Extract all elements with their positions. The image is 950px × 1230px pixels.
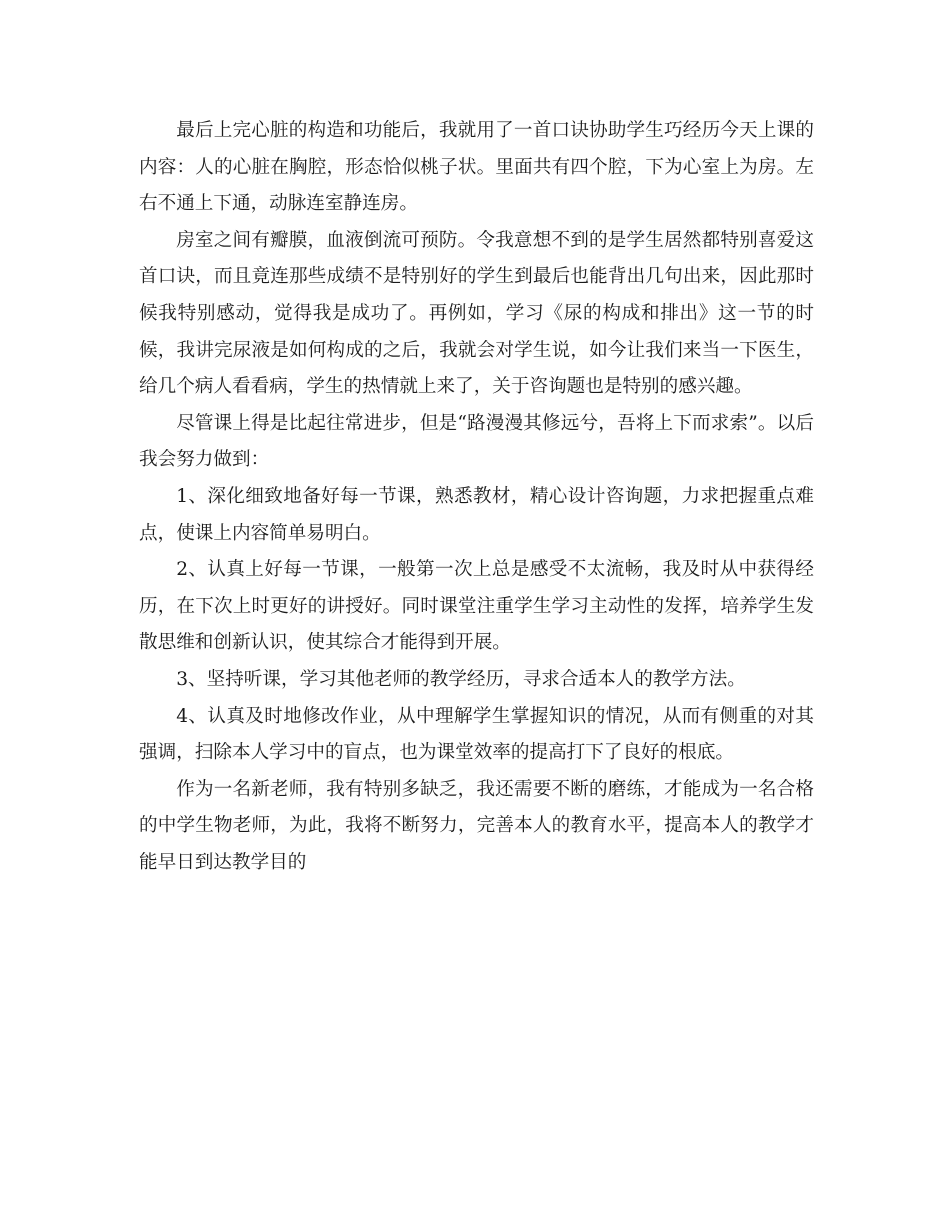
paragraph-conclusion: 作为一名新老师，我有特别多缺乏，我还需要不断的磨练，才能成为一名合格的中学生物老师，为此，我将不断努力，完善本人的教育水平，提高本人的教学才能早日到达教学目的 [139,778,814,873]
list-item-goal-3: 3、坚持听课，学习其他老师的教学经历，寻求合适本人的教学方法。 [176,668,746,690]
list-item-goal-4: 4、认真及时地修改作业，从中理解学生掌握知识的情况，从而有侧重的对其强调，扫除本人学习中的盲点，也为课堂效率的提高打下了良好的根底。 [139,705,814,764]
paragraph-mnemonic-reaction: 房室之间有瓣膜，血液倒流可预防。令我意想不到的是学生居然都特别喜爱这首口诀，而且竟连那些成绩不是特别好的学生到最后也能背出几句出来，因此那时候我特别感动，觉得我是成功了。再例如，学习《尿的构成和排出》这一节的时候，我讲完尿液是如何构成的之后，我就会对学生说，如今让我们来当一下医生，给几个病人看看病，学生的热情就上来了，关于咨询题也是特别的感兴趣。 [139,229,814,398]
paragraph-mnemonic-intro: 最后上完心脏的构造和功能后，我就用了一首口诀协助学生巧经历今天上课的内容：人的心脏在胸腔，形态恰似桃子状。里面共有四个腔，下为心室上为房。左右不通上下通，动脉连室静连房。 [139,120,814,215]
list-item-goal-1: 1、深化细致地备好每一节课，熟悉教材，精心设计咨询题，力求把握重点难点，使课上内容简单易明白。 [139,485,814,544]
paragraph-future-goals-intro: 尽管课上得是比起往常进步，但是“路漫漫其修远兮，吾将上下而求索”。以后我会努力做到： [139,412,814,471]
document-body [139,113,814,881]
list-item-goal-2: 2、认真上好每一节课，一般第一次上总是感受不太流畅，我及时从中获得经历，在下次上时更好的讲授好。同时课堂注重学生学习主动性的发挥，培养学生发散思维和创新认识，使其综合才能得到开展。 [139,559,814,654]
